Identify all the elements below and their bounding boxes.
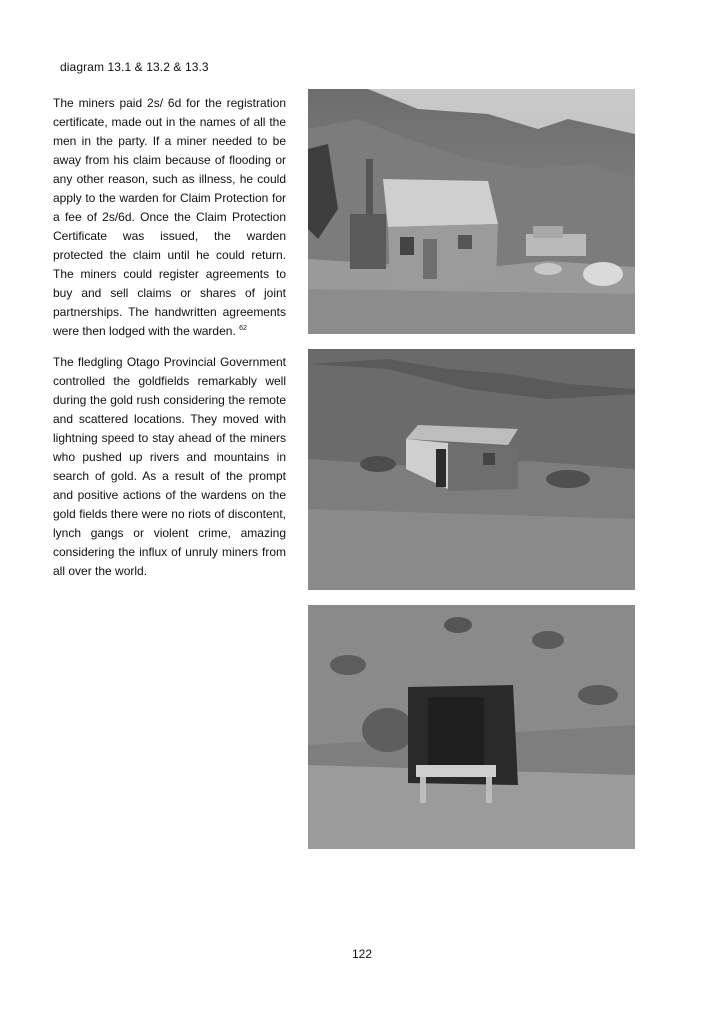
paragraph-text: The miners paid 2s/ 6d for the registration certificate, made out in the names of all the men in the party. If a miner needed to be away from his claim because of flooding or any other reason, such as illness, he could apply to the warden for Claim Protection for a fee of 2s/6d. Once the Claim Protection Certificate was issued, the warden protected the claim until he could return. The miners could register agreements to buy and sell claims or shares of joint partnerships. The handwritten agreements were then lodged with the warden. [53,96,286,338]
photo-ruined-shelter-in-tussock [308,605,635,849]
photo-hut-in-tussock-valley [308,349,635,590]
footnote-reference: 62 [239,325,247,332]
paragraph-government [53,353,286,581]
page-number: 122 [351,947,373,961]
photo-miners-hut-with-chimney [308,89,635,334]
paragraph-registration [53,94,286,341]
figure-caption: diagram 13.1 & 13.2 & 13.3 [60,60,209,74]
body-text-column [53,94,286,593]
paragraph-text: The fledgling Otago Provincial Government controlled the goldfields remarkably well during the gold rush considering the remote and scattered locations. They moved with lightning speed to stay ahead of the miners who pushed up rivers and mountains in search of gold. As a result of the prompt and positive actions of the wardens on the gold fields there were no riots of discontent, lynch gangs or violent crime, amazing considering the influx of unruly miners from all over the world. [53,355,286,578]
